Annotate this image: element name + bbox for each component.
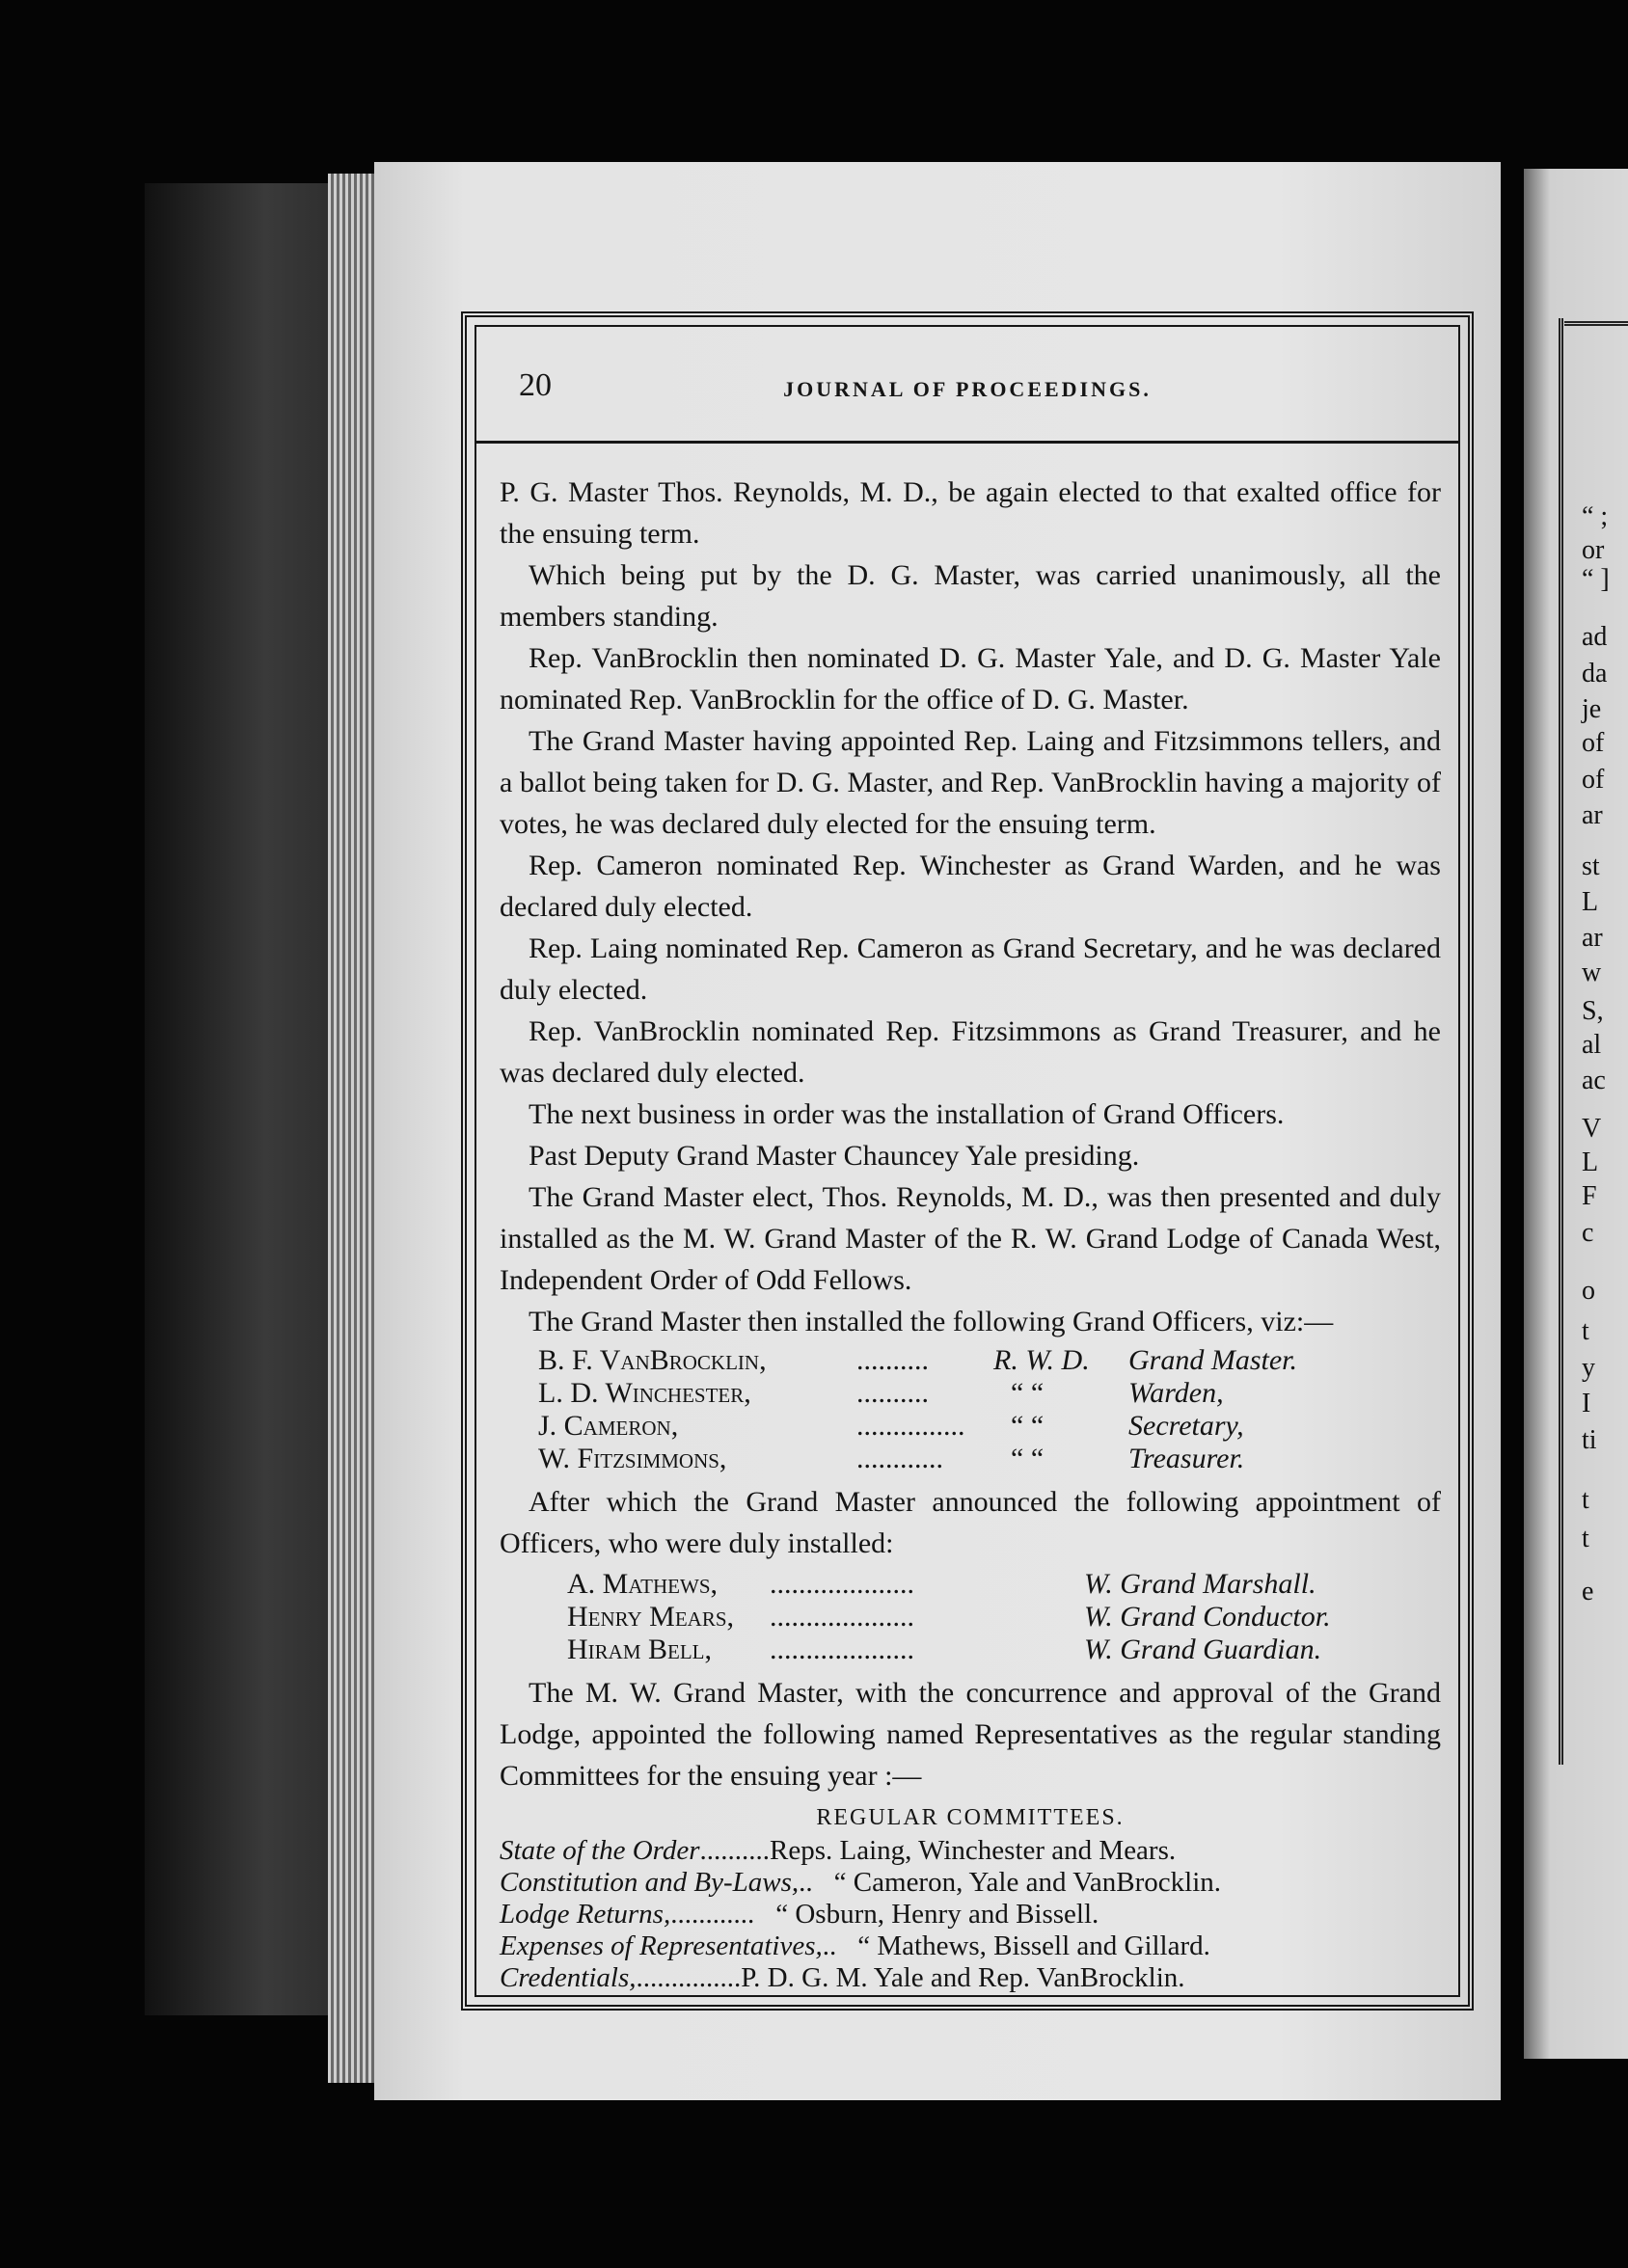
officer-title: W. Grand Marshall. — [1084, 1568, 1316, 1600]
appointed-officer-row — [500, 1634, 1441, 1666]
leader-dots: .. — [799, 1867, 813, 1898]
adjacent-page-fragment: y — [1582, 1353, 1595, 1383]
committee-row — [500, 1899, 1441, 1930]
paragraph: Which being put by the D. G. Master, was carried unanimously, all the members standing. — [500, 559, 1441, 633]
committee-members: Reps. Laing, Winchester and Mears. — [770, 1835, 1177, 1866]
committees-list — [500, 1835, 1441, 1994]
committee-members: “ Mathews, Bissell and Gillard. — [857, 1930, 1210, 1961]
leader-dots: .......... — [699, 1835, 771, 1866]
page-frame — [461, 311, 1474, 2011]
appointed-officer-row — [500, 1568, 1441, 1601]
paragraph: The Grand Master then installed the following Grand Officers, viz:— — [529, 1306, 1334, 1337]
paragraph: Rep. VanBrocklin nominated Rep. Fitzsimmons as Grand Treasurer, and he was declared duly elected. — [500, 1015, 1441, 1089]
committee-row — [500, 1835, 1441, 1867]
committee-members: P. D. G. M. Yale and Rep. VanBrocklin. — [741, 1962, 1185, 1993]
grand-officers-list — [500, 1344, 1441, 1475]
adjacent-page — [1524, 169, 1628, 2059]
officer-name: B. F. VanBrocklin, — [538, 1344, 767, 1376]
officer-name: J. Cameron, — [538, 1410, 679, 1442]
committees-heading: REGULAR COMMITTEES. — [816, 1805, 1125, 1830]
adjacent-page-fragment: “ ; — [1582, 501, 1609, 531]
paragraph: The next business in order was the installation of Grand Officers. — [529, 1098, 1285, 1130]
adjacent-page-fragment: ti — [1582, 1425, 1597, 1455]
officer-title: Grand Master. — [1128, 1344, 1298, 1376]
adjacent-page-fragment: e — [1582, 1577, 1594, 1606]
leader-dots: .................... — [770, 1634, 914, 1665]
adjacent-page-fragment: of — [1582, 765, 1605, 795]
officer-row: L. D. Winchester, .......... “ “ Warden, — [538, 1377, 1224, 1409]
appointed-officers-list — [500, 1568, 1441, 1666]
officer-name: A. Mathews, — [567, 1568, 718, 1600]
adjacent-page-border — [1559, 318, 1563, 1765]
adjacent-page-fragment: st — [1582, 851, 1600, 881]
adjacent-page-fragment: L — [1582, 1148, 1599, 1177]
adjacent-page-fragment: je — [1582, 694, 1602, 724]
adjacent-page-fragment: ad — [1582, 622, 1608, 652]
leader-dots: ............ — [670, 1899, 755, 1930]
paragraph: Rep. Laing nominated Rep. Cameron as Grand Secretary, and he was declared duly elected. — [500, 932, 1441, 1006]
adjacent-page-fragment: or — [1582, 535, 1605, 565]
page-number: 20 — [519, 367, 552, 403]
committee-name: Credentials, — [500, 1962, 637, 1993]
running-head: JOURNAL OF PROCEEDINGS. — [783, 377, 1152, 401]
adjacent-page-fragment: ac — [1582, 1066, 1606, 1095]
adjacent-page-fragment: o — [1582, 1276, 1595, 1306]
officer-row: W. Fitzsimmons, ............ “ “ Treasurer. — [538, 1443, 1245, 1474]
paragraph: P. G. Master Thos. Reynolds, M. D., be again elected to that exalted office for the ensuing term. — [500, 476, 1441, 550]
committee-name: Constitution and By-Laws, — [500, 1867, 800, 1898]
paragraph: The M. W. Grand Master, with the concurrence and approval of the Grand Lodge, appointed the following named Representatives as the regular standing Committees for the ensuing year :— — [500, 1677, 1441, 1792]
adjacent-page-fragment: t — [1582, 1485, 1589, 1515]
leader-dots: .................... — [770, 1601, 914, 1633]
officer-rank: “ “ — [1011, 1377, 1045, 1409]
officer-name: Hiram Bell, — [567, 1634, 712, 1665]
officer-title: Treasurer. — [1128, 1443, 1245, 1474]
officer-name: L. D. Winchester, — [538, 1377, 751, 1409]
adjacent-page-fragment: al — [1582, 1030, 1602, 1060]
page-frame-inner — [475, 325, 1460, 1997]
adjacent-page-fragment: da — [1582, 659, 1608, 688]
committee-row — [500, 1962, 1441, 1994]
adjacent-page-fragment: w — [1582, 958, 1602, 987]
paragraph: After which the Grand Master announced the following appointment of Officers, who were duly installed: — [500, 1486, 1441, 1559]
paragraph: Rep. VanBrocklin then nominated D. G. Master Yale, and D. G. Master Yale nominated Rep. VanBrocklin for the office of D. G. Master. — [500, 642, 1441, 716]
officer-title: Secretary, — [1128, 1410, 1244, 1442]
adjacent-page-fragment: t — [1582, 1316, 1589, 1346]
adjacent-page-fragment: ar — [1582, 923, 1603, 953]
adjacent-page-rule — [1564, 321, 1628, 326]
paragraph: Past Deputy Grand Master Chauncey Yale presiding. — [529, 1140, 1140, 1172]
adjacent-page-fragment: S, — [1582, 996, 1604, 1026]
officer-title: Warden, — [1128, 1377, 1224, 1409]
adjacent-page-fragment: L — [1582, 887, 1599, 917]
committee-members: “ Cameron, Yale and VanBrocklin. — [833, 1867, 1222, 1898]
officer-rank: “ “ — [1011, 1410, 1045, 1442]
officer-row: B. F. VanBrocklin, .......... R. W. D. Grand Master. — [538, 1344, 1298, 1376]
paragraph: Rep. Cameron nominated Rep. Winchester as Grand Warden, and he was declared duly elected. — [500, 850, 1441, 923]
officer-row: J. Cameron, ............... “ “ Secretary, — [538, 1410, 1244, 1442]
adjacent-page-fragment: c — [1582, 1218, 1594, 1248]
leader-dots: .. — [822, 1930, 837, 1961]
officer-name: Henry Mears, — [567, 1601, 735, 1633]
adjacent-page-fragment: F — [1582, 1181, 1597, 1211]
body-text — [500, 472, 1441, 1994]
leader-dots: .................... — [770, 1568, 914, 1600]
page-header — [476, 327, 1458, 444]
officer-rank: “ “ — [1011, 1443, 1045, 1474]
paragraph: The Grand Master elect, Thos. Reynolds, M. D., was then presented and duly installed as the M. W. Grand Master of the R. W. Grand Lodge of Canada West, Independent Order of Odd Fellows. — [500, 1181, 1441, 1296]
committee-name: Expenses of Representatives, — [500, 1930, 823, 1961]
officer-rank: R. W. D. — [993, 1344, 1090, 1376]
committee-members: “ Osburn, Henry and Bissell. — [775, 1899, 1099, 1930]
appointed-officer-row — [500, 1601, 1441, 1634]
committee-name: Lodge Returns, — [500, 1899, 671, 1930]
adjacent-page-fragment: t — [1582, 1524, 1589, 1553]
officer-title: W. Grand Conductor. — [1084, 1601, 1331, 1633]
adjacent-page-fragment: V — [1582, 1114, 1602, 1144]
adjacent-page-fragment: “ ] — [1582, 564, 1610, 594]
paragraph: The Grand Master having appointed Rep. Laing and Fitzsimmons tellers, and a ballot being taken for D. G. Master, and Rep. VanBrocklin having a majority of votes, he was declared duly elected for the ensuing term. — [500, 725, 1441, 840]
committee-row — [500, 1867, 1441, 1899]
officer-title: W. Grand Guardian. — [1084, 1634, 1322, 1665]
committee-row — [500, 1930, 1441, 1962]
officer-name: W. Fitzsimmons, — [538, 1443, 727, 1474]
adjacent-page-fragment: ar — [1582, 800, 1603, 830]
adjacent-page-fragment: I — [1582, 1389, 1591, 1418]
adjacent-page-fragment: of — [1582, 728, 1605, 758]
leader-dots: ............... — [636, 1962, 742, 1993]
committee-name: State of the Order — [500, 1835, 700, 1866]
